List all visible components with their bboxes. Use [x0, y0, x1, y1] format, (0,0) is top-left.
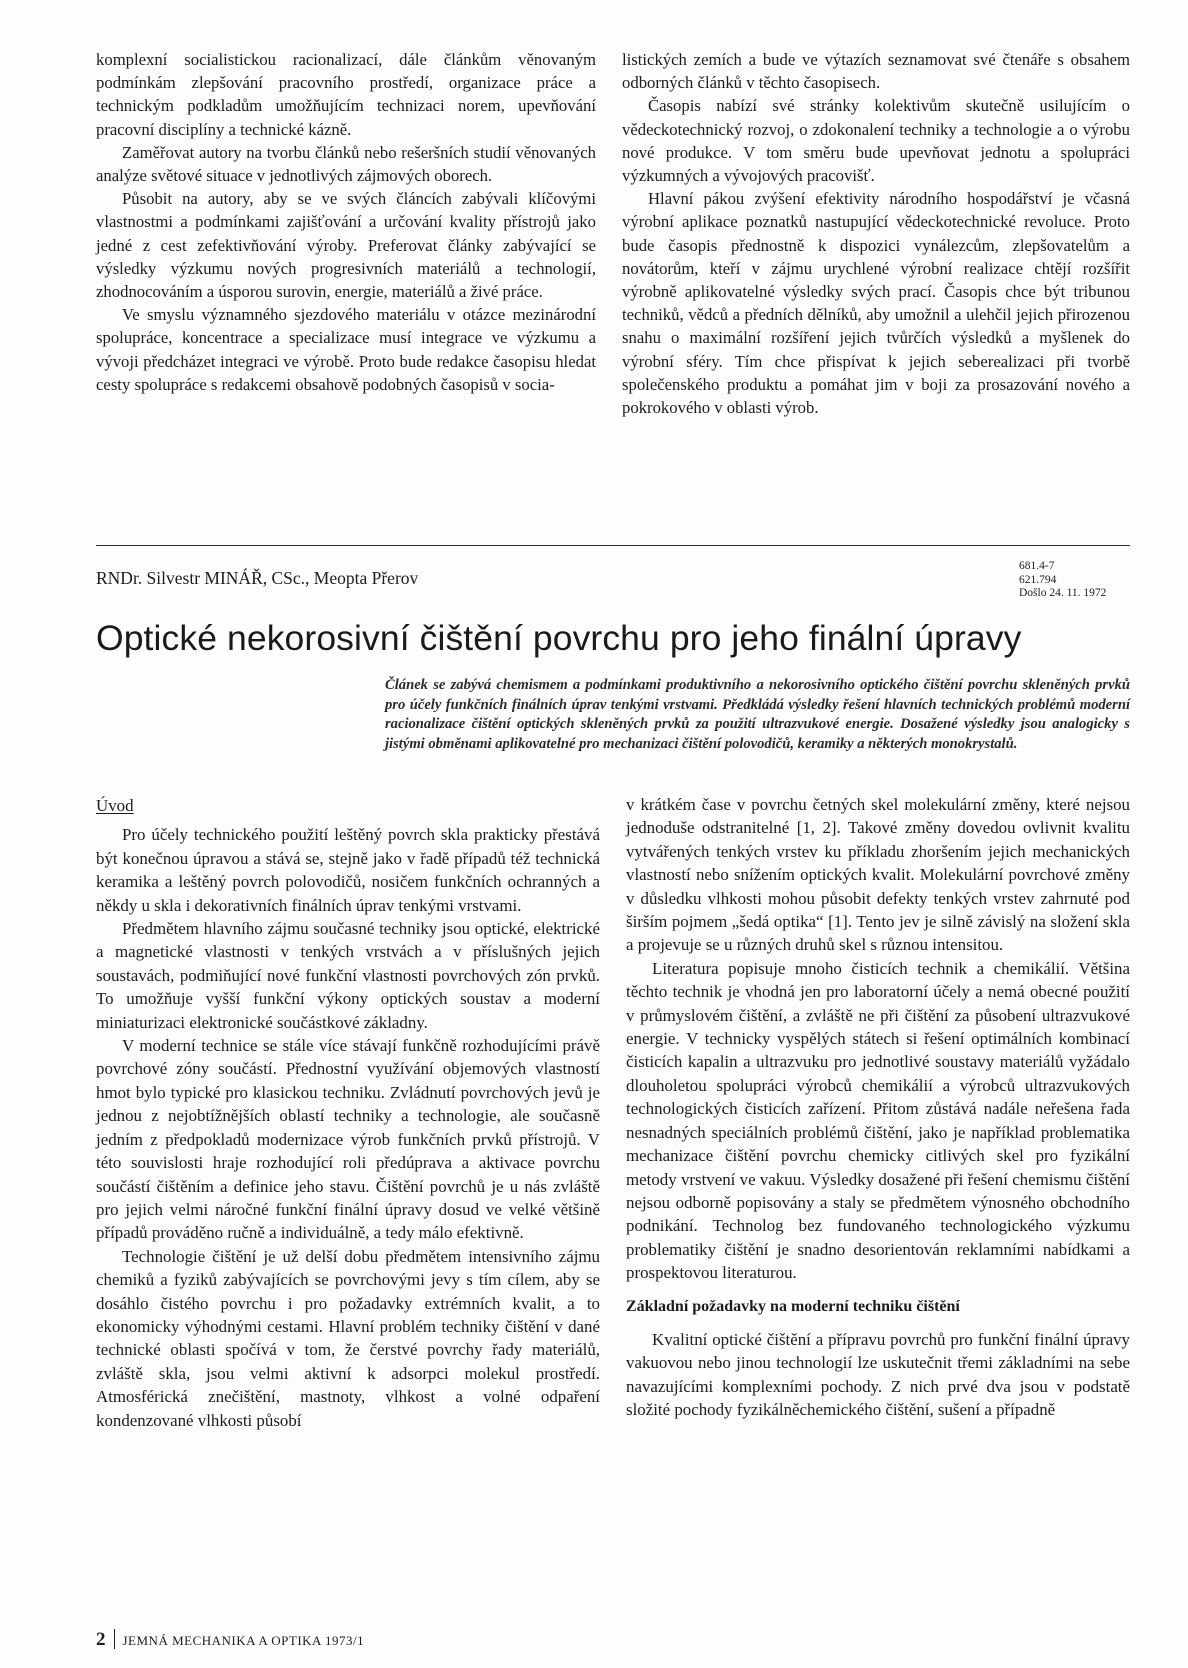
section-heading: Základní požadavky na moderní techniku čištění — [626, 1297, 960, 1315]
top-left-column — [96, 48, 596, 396]
paragraph: V moderní technice se stále více stávají funkčně rozhodujícími právě povrchové zóny součástí. Přednostní využívání objemových vlastností hmot bylo typické pro klasickou techniku. Zvládnutí povrchových jevů je jednou z nejobtížnějších oblastí techniky a technologie, ale současně jedním z předpokladů modernizace výrob funkčních prvků přístrojů. V této souvislosti hraje rozhodující roli předúprava a aktivace povrchu součástí čištěním a definice jeho stavu. Čištění povrchů je u nás zvláště pro jejich velmi náročné funkční finální úpravy dosud ve velké většině případů prováděno ručně a individuálně, a tedy málo efektivně. — [96, 1036, 600, 1243]
paragraph: Hlavní pákou zvýšení efektivity národního hospodářství je včasná výrobní aplikace poznatků nastupující vědeckotechnické revoluce. Proto bude časopis přednostně k dispozici vynálezcům, zlepšovatelům a novátorům, kteří v zájmu urychlené výrobní realizace chtějí rozšířit výrobně aplikovatelné výsledky svých prací. Časopis chce být tribunou techniků, vědců a předních dělníků, aby umožnil a ulehčil jejich přirozenou snahu o maximální rozšíření jejich tvůrčích výsledků a myšlenek do výrobní sféry. Tím chce přispívat k jejich seberealizaci při tvorbě společenského produktu a pomáhat jim v boji za prosazování nového a pokrokového v oblasti výrob. — [622, 189, 1130, 418]
udc-code: 621.794 — [1019, 573, 1057, 586]
paragraph: Literatura popisuje mnoho čisticích technik a chemikálií. Většina těchto technik je vhodná jen pro laboratorní účely a nemá obecné použití v průmyslovém čištění, a zvláště ne při čištění za působení ultrazvukové energie. V technicky vyspělých státech si řešení optimálních kombinací čisticích kapalin a ultrazvuku pro jednotlivé soustavy materiálů vyžádalo dlouholetou spolupráci výrobců chemikálií a výrobců ultrazvukových technologických čisticích zařízení. Přitom zůstává nadále neřešena řada nesnadných speciálních problémů čištění, jako je například problematika mechanizace čištění povrchu chemicky citlivých skel pro fyzikální metody vrstvení ve vakuu. Výsledky dosažené při řešení chemismu čištění nejsou odborně popisovány a staly se předmětem výnosného obchodního podnikání. Technolog bez fundovaného technologického výzkumu problematiky čištění je snadno desorientován reklamními nabídkami a prospektovou literaturou. — [626, 958, 1130, 1283]
paragraph: Ve smyslu významného sjezdového materiálu v otázce mezinárodní spolupráce, koncentrace a specializace musí integrace ve výzkumu a vývoji předcházet integraci ve výrobě. Proto bude redakce časopisu hledat cesty spolupráce s redakcemi obsahově podobných časopisů v socia- — [96, 305, 596, 394]
udc-code: 681.4-7 — [1019, 560, 1055, 572]
article-abstract: Článek se zabývá chemismem a podmínkami produktivního a nekorosivního optického čištění povrchu skleněných prvků pro účely funkčních finálních úprav tenkými vrstvami. Předkládá výsledky řešení hlavních technických problémů moderní racionalizace čištění optických skleněných prvků za použití ultrazvukové energie. Dosažené výsledky jsou analogicky s jistými obměnami aplikovatelné pro mechanizaci čištění polovodičů, keramiky a některých monokrystalů. — [385, 677, 1130, 752]
article-author: RNDr. Silvestr MINÁŘ, CSc., Meopta Přerov — [96, 568, 419, 588]
received-date: Došlo 24. 11. 1972 — [1019, 587, 1107, 599]
paragraph: Předmětem hlavního zájmu současné techniky jsou optické, elektrické a magnetické vlastnosti v tenkých vrstvách a v příslušných jejich soustavách, podmiňující nové funkční vlastnosti povrchových zón prvků. To umožňuje vyšší funkční výkony optických soustav a moderní miniaturizaci elektronické součástkové základny. — [96, 919, 600, 1032]
top-right-column — [622, 48, 1130, 419]
section-divider — [96, 545, 1130, 546]
footer-separator — [114, 1629, 115, 1649]
paragraph: komplexní socialistickou racionalizací, dále článkům věnovaným podmínkám zlepšování pracovního prostředí, organizace práce a technickým podkladům umožňujícím technizaci norem, upevňování pracovní disciplíny a technické kázně. — [96, 50, 596, 139]
paragraph: Působit na autory, aby se ve svých článcích zabývali klíčovými vlastnostmi a podmínkami zajišťování a určování kvality přístrojů jako jedné z cest zefektivňování výroby. Preferovat články zabývající se výsledky výzkumu nových progresivních materiálů a technologií, zhodnocováním a úsporou surovin, energie, materiálů a živé práce. — [96, 189, 596, 302]
paragraph: listických zemích a bude ve výtazích seznamovat své čtenáře s obsahem odborných článků v těchto časopisech. — [622, 50, 1130, 93]
journal-name: JEMNÁ MECHANIKA A OPTIKA 1973/1 — [122, 1633, 365, 1648]
classification-codes — [1019, 560, 1106, 601]
page-number: 2 — [96, 1629, 106, 1650]
paragraph: Časopis nabízí své stránky kolektivům skutečně usilujícím o vědeckotechnický rozvoj, o zdokonalení techniky a technologie a o výrobu nové produkce. V tom směru bude upevňovat jednotu a spolupráci výzkumných a vývojových pracovišť. — [622, 96, 1130, 186]
paragraph: Zaměřovat autory na tvorbu článků nebo rešeršních studií věnovaných analýze světové situace v jednotlivých zájmových oborech. — [96, 142, 596, 186]
article-title: Optické nekorosivní čištění povrchu pro jeho finální úpravy — [96, 618, 1022, 658]
body-left-column — [96, 793, 600, 1432]
paragraph: Technologie čištění je už delší dobu předmětem intensivního zájmu chemiků a fyziků zabývajících se povrchovými jevy s tím cílem, aby se dosáhlo čistého povrchu i pro požadavky extrémních kvalit, a to ekonomicky výhodnými cestami. Hlavní problém techniky čištění v dané technické oblasti spočívá v tom, že čerstvé povrchy řady materiálů, zvláště skla, jsou velmi aktivní k adsorpci molekul prostředí. Atmosférická znečištění, mastnoty, vlhkost a volné odpaření kondenzované vlhkosti působí — [96, 1246, 600, 1430]
section-heading: Úvod — [96, 796, 134, 815]
body-right-column — [626, 793, 1130, 1422]
page-footer — [96, 1629, 364, 1651]
paragraph: Kvalitní optické čištění a přípravu povrchů pro funkční finální úpravy vakuovou nebo jinou technologií lze uskutečnit třemi základními na sebe navazujícími komplexními pochody. Z nich prvé dva jsou v podstatě složité pochody fyzikálněchemického čištění, sušení a případně — [626, 1329, 1130, 1420]
paragraph: v krátkém čase v povrchu četných skel molekulární změny, které nejsou jednoduše odstranitelné [1, 2]. Takové změny dovedou ovlivnit kvalitu vytvářených tenkých vrstev ku příkladu zhoršením jejich mechanických vlastností nebo snížením optických kvalit. Molekulární povrchové změny v důsledku vlhkosti mohou působit defekty tenkých vrstev zahrnuté pod širším pojmem „šedá optika“ [1]. Tento jev je silně závislý na složení skla a projevuje se u různých druhů skel s různou intensitou. — [626, 795, 1130, 955]
paragraph: Pro účely technického použití leštěný povrch skla prakticky přestává být konečnou úpravou a stává se, stejně jako v řadě případů též technická keramika a leštěný povrch polovodičů, nosičem funkčních ochranných a někdy u skla i dekorativních finálních úprav tenkými vrstvami. — [96, 825, 600, 915]
